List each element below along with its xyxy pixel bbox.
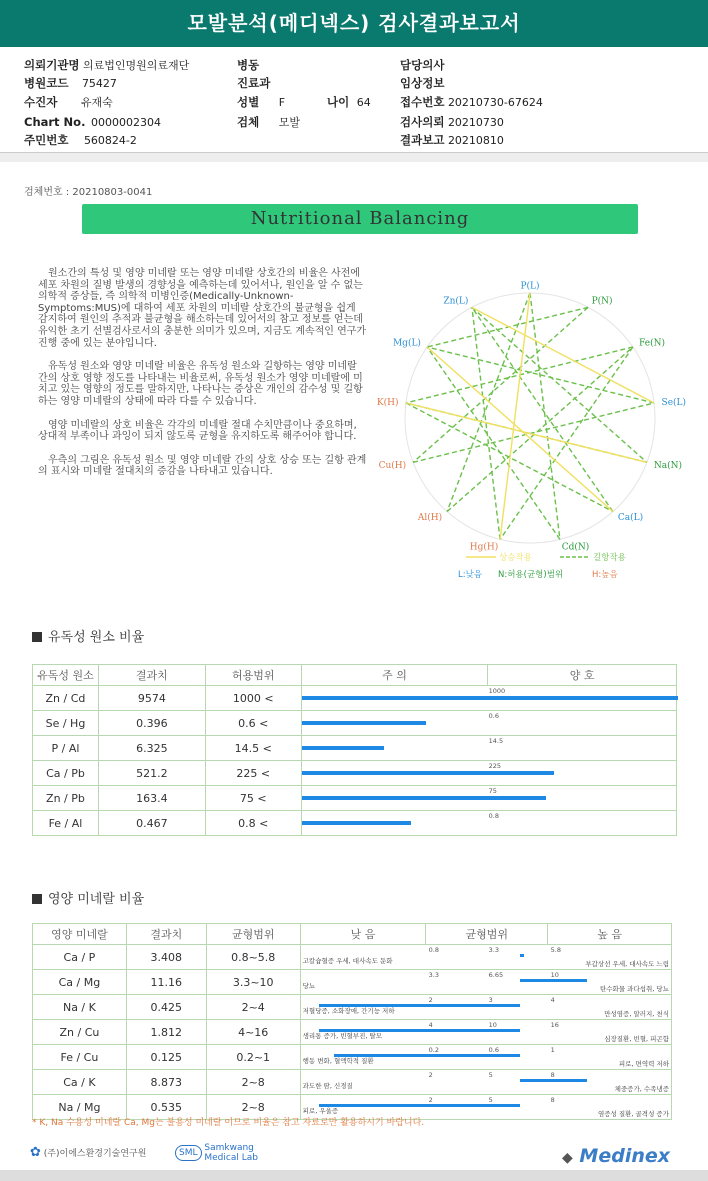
level-bar — [302, 721, 426, 725]
table-row — [33, 1020, 672, 1045]
cell-range: 75 < — [205, 786, 301, 811]
range-marker-mid: 3.3 — [488, 946, 499, 954]
column-header: 양 호 — [488, 665, 677, 686]
level-cell — [301, 786, 676, 811]
cell-name: Ca / Pb — [33, 761, 99, 786]
specimen-label: 검체 — [237, 115, 260, 129]
cell-name: Se / Hg — [33, 711, 99, 736]
level-bar — [302, 696, 678, 700]
range-marker-hi: 8 — [550, 1071, 555, 1079]
column-header: 허용범위 — [205, 665, 301, 686]
table-row — [33, 736, 677, 761]
low-note: 고칼슘혈증 우세, 대사속도 둔화 — [302, 957, 393, 965]
antagonism-line — [413, 307, 588, 462]
level-bar — [302, 796, 546, 800]
table-row — [33, 970, 672, 995]
cell-name: Zn / Cd — [33, 686, 99, 711]
range-marker-mid: 10 — [488, 1021, 497, 1029]
balance-cell — [300, 1070, 671, 1095]
reference-value: 0.6 — [488, 712, 499, 720]
wheel-node-label: Zn(L) — [443, 296, 469, 307]
level-cell — [301, 761, 676, 786]
request-label: 검사의뢰 — [400, 115, 445, 129]
patient-header — [0, 52, 708, 152]
lab1-name: (주)이에스환경기술연구원 — [43, 1149, 147, 1159]
range-marker-lo: 2 — [428, 996, 433, 1004]
level-bar — [302, 746, 385, 750]
cell-range: 2~4 — [206, 995, 300, 1020]
level-bar — [302, 821, 411, 825]
id-no: 560824-2 — [83, 134, 137, 147]
cell-name: Zn / Cu — [33, 1020, 127, 1045]
cell-value: 1.812 — [126, 1020, 206, 1045]
cell-value: 0.535 — [126, 1095, 206, 1120]
wheel-node-label: Mg(L) — [392, 338, 421, 349]
low-note: 당뇨 — [302, 982, 316, 990]
table-row — [33, 1070, 672, 1095]
sex-label: 성별 — [237, 95, 260, 109]
receipt-no: 20210730-67624 — [447, 96, 543, 109]
age: 64 — [356, 96, 371, 109]
column-header: 결과치 — [126, 924, 206, 945]
cell-range: 0.8 < — [205, 811, 301, 836]
request-date: 20210730 — [447, 116, 504, 129]
flower-icon: ✿ — [30, 1145, 41, 1160]
receipt-label: 접수번호 — [400, 95, 445, 109]
range-marker-mid: 0.6 — [488, 1046, 499, 1054]
balance-bar — [520, 954, 524, 957]
legend-normal: N:허용(균형)범위 — [498, 570, 564, 580]
report-title: 모발분석(메디넥스) 검사결과보고서 — [0, 0, 708, 47]
cell-range: 4~16 — [206, 1020, 300, 1045]
wheel-circle — [405, 293, 655, 543]
cell-name: Na / Mg — [33, 1095, 127, 1120]
intro-paragraph: 우측의 그림은 유독성 원소 및 영양 미네랄 간의 상호 상승 또는 길항 관계의 표시와 미네랄 절대치의 증감을 나타내고 있습니다. — [38, 454, 367, 478]
range-marker-mid: 6.65 — [488, 971, 504, 979]
reference-value: 225 — [488, 762, 502, 770]
cell-value: 9574 — [98, 686, 205, 711]
range-marker-lo: 2 — [428, 1096, 433, 1104]
low-note: 생리통 증가, 빈혈부진, 탈모 — [302, 1032, 383, 1040]
reference-value: 75 — [488, 787, 497, 795]
toxic-section-title: 유독성 원소 비율 — [32, 626, 144, 645]
cell-name: Fe / Al — [33, 811, 99, 836]
wheel-node-label: Ca(L) — [617, 513, 644, 524]
requesting-org: 의료법인명원의료재단 — [83, 59, 190, 72]
hospital-code-label: 병원코드 — [24, 76, 69, 90]
column-header: 균형범위 — [206, 924, 300, 945]
wheel-node-label: P(N) — [591, 296, 613, 307]
range-marker-lo: 0.2 — [428, 1046, 439, 1054]
range-marker-hi: 10 — [550, 971, 559, 979]
balance-cell — [300, 1045, 671, 1070]
range-marker-hi: 5.8 — [550, 946, 561, 954]
cell-range: 1000 < — [205, 686, 301, 711]
balance-cell — [300, 945, 671, 970]
table-row — [33, 711, 677, 736]
cell-range: 14.5 < — [205, 736, 301, 761]
cell-range: 0.2~1 — [206, 1045, 300, 1070]
wheel-node-label: Cd(N) — [561, 542, 590, 553]
clinical-label: 임상정보 — [400, 76, 445, 90]
patient-name: 유재숙 — [80, 96, 113, 109]
cell-value: 6.325 — [98, 736, 205, 761]
high-note: 만성염증, 알러지, 천식 — [604, 1010, 669, 1018]
medinex-icon: ◆ — [562, 1150, 573, 1166]
level-bar — [302, 771, 554, 775]
wheel-node-label: Al(H) — [417, 513, 443, 524]
balance-bar — [319, 1004, 520, 1007]
wheel-node-label: Hg(H) — [469, 542, 499, 553]
age-label: 나이 — [327, 95, 350, 109]
intro-paragraph: 영양 미네랄의 상호 비율은 각각의 미네랄 절대 수치만큼이나 중요하며, 상대적 부족이나 과잉이 되지 않도록 균형을 유지하도록 해주어야 합니다. — [38, 419, 357, 443]
table-row — [33, 686, 677, 711]
doctor-label: 담당의사 — [400, 58, 445, 72]
high-note: 염증성 질환, 골격성 증가 — [597, 1110, 669, 1118]
range-marker-hi: 16 — [550, 1021, 559, 1029]
level-cell — [301, 811, 676, 836]
cell-range: 2~8 — [206, 1095, 300, 1120]
legend-low: L:낮음 — [458, 570, 483, 580]
bottom-strip — [0, 1170, 708, 1181]
antagonism-line — [427, 307, 588, 347]
cell-range: 2~8 — [206, 1070, 300, 1095]
nutritional-balancing-title: Nutritional Balancing — [82, 204, 638, 234]
column-header: 결과치 — [98, 665, 205, 686]
range-marker-lo: 2 — [428, 1071, 433, 1079]
balance-cell — [300, 1020, 671, 1045]
intro-text — [38, 268, 368, 490]
mineral-interaction-wheel — [376, 260, 700, 590]
cell-value: 521.2 — [98, 761, 205, 786]
footnote: * K, Na 수용성 미네랄 Ca, Mg는 불용성 미네랄 이므로 비율은 참고 자료로만 활용하시기 바랍니다. — [32, 1118, 425, 1128]
cell-range: 0.8~5.8 — [206, 945, 300, 970]
patient-label: 수진자 — [24, 95, 58, 109]
range-marker-hi: 4 — [550, 996, 555, 1004]
column-header: 영양 미네랄 — [33, 924, 127, 945]
table-row — [33, 1045, 672, 1070]
range-marker-mid: 5 — [488, 1071, 493, 1079]
range-marker-hi: 8 — [550, 1096, 555, 1104]
range-marker-mid: 3 — [488, 996, 493, 1004]
high-note: 부갑상선 우세, 대사속도 느림 — [585, 960, 669, 968]
table-row — [33, 761, 677, 786]
balance-bar — [319, 1104, 520, 1107]
hospital-code: 75427 — [81, 77, 117, 90]
low-note: 피로, 우울증 — [302, 1107, 339, 1115]
toxic-ratio-table — [32, 664, 677, 836]
column-header: 유독성 원소 — [33, 665, 99, 686]
report-date: 20210810 — [447, 134, 504, 147]
cell-range: 3.3~10 — [206, 970, 300, 995]
legend-antagonism: 길항작용 — [593, 553, 626, 563]
table-row — [33, 945, 672, 970]
range-marker-lo: 0.8 — [428, 946, 439, 954]
table-header-row — [33, 665, 677, 686]
lab2-name-b: Medical Lab — [204, 1153, 258, 1163]
balance-bar — [520, 979, 587, 982]
cell-value: 3.408 — [126, 945, 206, 970]
antagonism-line — [427, 347, 654, 403]
balance-bar — [319, 1029, 520, 1032]
medinex-logo — [562, 1145, 670, 1167]
reference-value: 1000 — [488, 687, 506, 695]
column-header: 균형범위 — [426, 924, 548, 945]
column-header: 낮 음 — [300, 924, 426, 945]
cell-value: 163.4 — [98, 786, 205, 811]
header-divider — [0, 152, 708, 162]
cell-name: Fe / Cu — [33, 1045, 127, 1070]
antagonism-line — [413, 403, 654, 462]
intro-paragraph: 원소간의 특성 및 영양 미네랄 또는 영양 미네랄 상호간의 비율은 사전에 세포 차원의 질병 발생의 경향성을 예측하는데 있어서나, 원인을 알 수 없는 의학적 증상들, 즉 의학적 미병인증(Medically-Unknown-Symptoms:MUS)에 대하여 세포 차원의 미네랄 상호간의 불균형을 쉽게 감지하여 원인의 추적과 불균형을 해소하는데 있어서의 참고 정보를 얻는데 유익한 초기 선별검사로서의 충분한 의미가 있으며, 지금도 계속적인 연구가 진행 중에 있는 분야입니다. — [38, 268, 367, 349]
high-note: 체중증가, 수족냉증 — [614, 1085, 669, 1093]
synergy-line — [406, 403, 647, 462]
report-label: 결과보고 — [400, 133, 445, 147]
low-note: 과도한 땀, 신경질 — [302, 1082, 353, 1090]
reference-value: 14.5 — [488, 737, 504, 745]
cell-value: 8.873 — [126, 1070, 206, 1095]
wheel-node-label: Na(N) — [653, 460, 683, 471]
balance-cell — [300, 970, 671, 995]
antagonism-line — [447, 347, 633, 512]
id-label: 주민번호 — [24, 133, 69, 147]
range-marker-mid: 5 — [488, 1096, 493, 1104]
cell-value: 0.425 — [126, 995, 206, 1020]
table-row — [33, 811, 677, 836]
table-header-row — [33, 924, 672, 945]
range-marker-hi: 1 — [550, 1046, 555, 1054]
intro-paragraph: 유독성 원소와 영양 미네랄 비율은 유독성 원소와 길항하는 영양 미네랄 간의 상호 영향 정도를 나타내는 비율로써, 유독성 원소가 영양 미네랄에 미치고 있는 영향의 정도를 말하지만, 나타나는 증상은 개인의 감수성 및 길항하는 영양 미네랄의 상태에 따라 다를 수 있습니다. — [38, 361, 363, 407]
high-note: 심장질환, 빈혈, 피곤함 — [604, 1035, 669, 1043]
wheel-node-label: Cu(H) — [378, 460, 407, 471]
wheel-node-label: P(L) — [520, 281, 540, 292]
cell-name: Ca / Mg — [33, 970, 127, 995]
cell-range: 225 < — [205, 761, 301, 786]
cell-name: Ca / K — [33, 1070, 127, 1095]
mineral-section-title: 영양 미네랄 비율 — [32, 888, 144, 907]
high-note: 탄수화물 과다섭취, 당뇨 — [600, 985, 669, 993]
table-row — [33, 786, 677, 811]
level-cell — [301, 711, 676, 736]
mineral-ratio-table — [32, 923, 672, 1120]
specimen-number: 검체번호 : 20210803-0041 — [24, 187, 153, 198]
cell-value: 0.125 — [126, 1045, 206, 1070]
level-cell — [301, 686, 676, 711]
cell-name: Na / K — [33, 995, 127, 1020]
lab1-logo — [30, 1145, 146, 1160]
range-marker-lo: 4 — [428, 1021, 433, 1029]
column-header: 높 음 — [548, 924, 672, 945]
specimen: 모발 — [278, 116, 300, 129]
cell-value: 0.467 — [98, 811, 205, 836]
column-header: 주 의 — [301, 665, 488, 686]
lab2-logo — [175, 1143, 258, 1163]
balance-bar — [520, 1079, 587, 1082]
cell-name: Zn / Pb — [33, 786, 99, 811]
balance-bar — [334, 1054, 520, 1057]
requesting-org-label: 의뢰기관명 — [24, 58, 80, 72]
cell-value: 11.16 — [126, 970, 206, 995]
dept-label: 진료과 — [237, 76, 271, 90]
cell-name: P / Al — [33, 736, 99, 761]
medinex-brand: Medinex — [579, 1145, 670, 1167]
level-cell — [301, 736, 676, 761]
cell-name: Ca / P — [33, 945, 127, 970]
chart-no: 0000002304 — [90, 116, 161, 129]
table-row — [33, 995, 672, 1020]
reference-value: 0.8 — [488, 812, 499, 820]
ward-label: 병동 — [237, 58, 260, 72]
wheel-node-label: K(H) — [376, 398, 399, 409]
balance-cell — [300, 995, 671, 1020]
lab2-name-a: Samkwang — [204, 1143, 254, 1153]
sml-icon: SML — [175, 1145, 202, 1161]
legend-synergy: 상승작용 — [499, 553, 532, 563]
chart-label: Chart No. — [24, 115, 86, 129]
wheel-node-label: Se(L) — [661, 398, 687, 409]
legend-high: H:높음 — [592, 570, 618, 580]
range-marker-lo: 3.3 — [428, 971, 439, 979]
cell-range: 0.6 < — [205, 711, 301, 736]
low-note: 저혈당증, 소화장애, 간기능 저하 — [302, 1007, 395, 1015]
high-note: 피로, 면역력 저하 — [618, 1060, 669, 1068]
sex: F — [278, 96, 286, 109]
wheel-node-label: Fe(N) — [639, 338, 666, 349]
low-note: 행동 변화, 혈액학적 질환 — [302, 1057, 374, 1065]
cell-value: 0.396 — [98, 711, 205, 736]
